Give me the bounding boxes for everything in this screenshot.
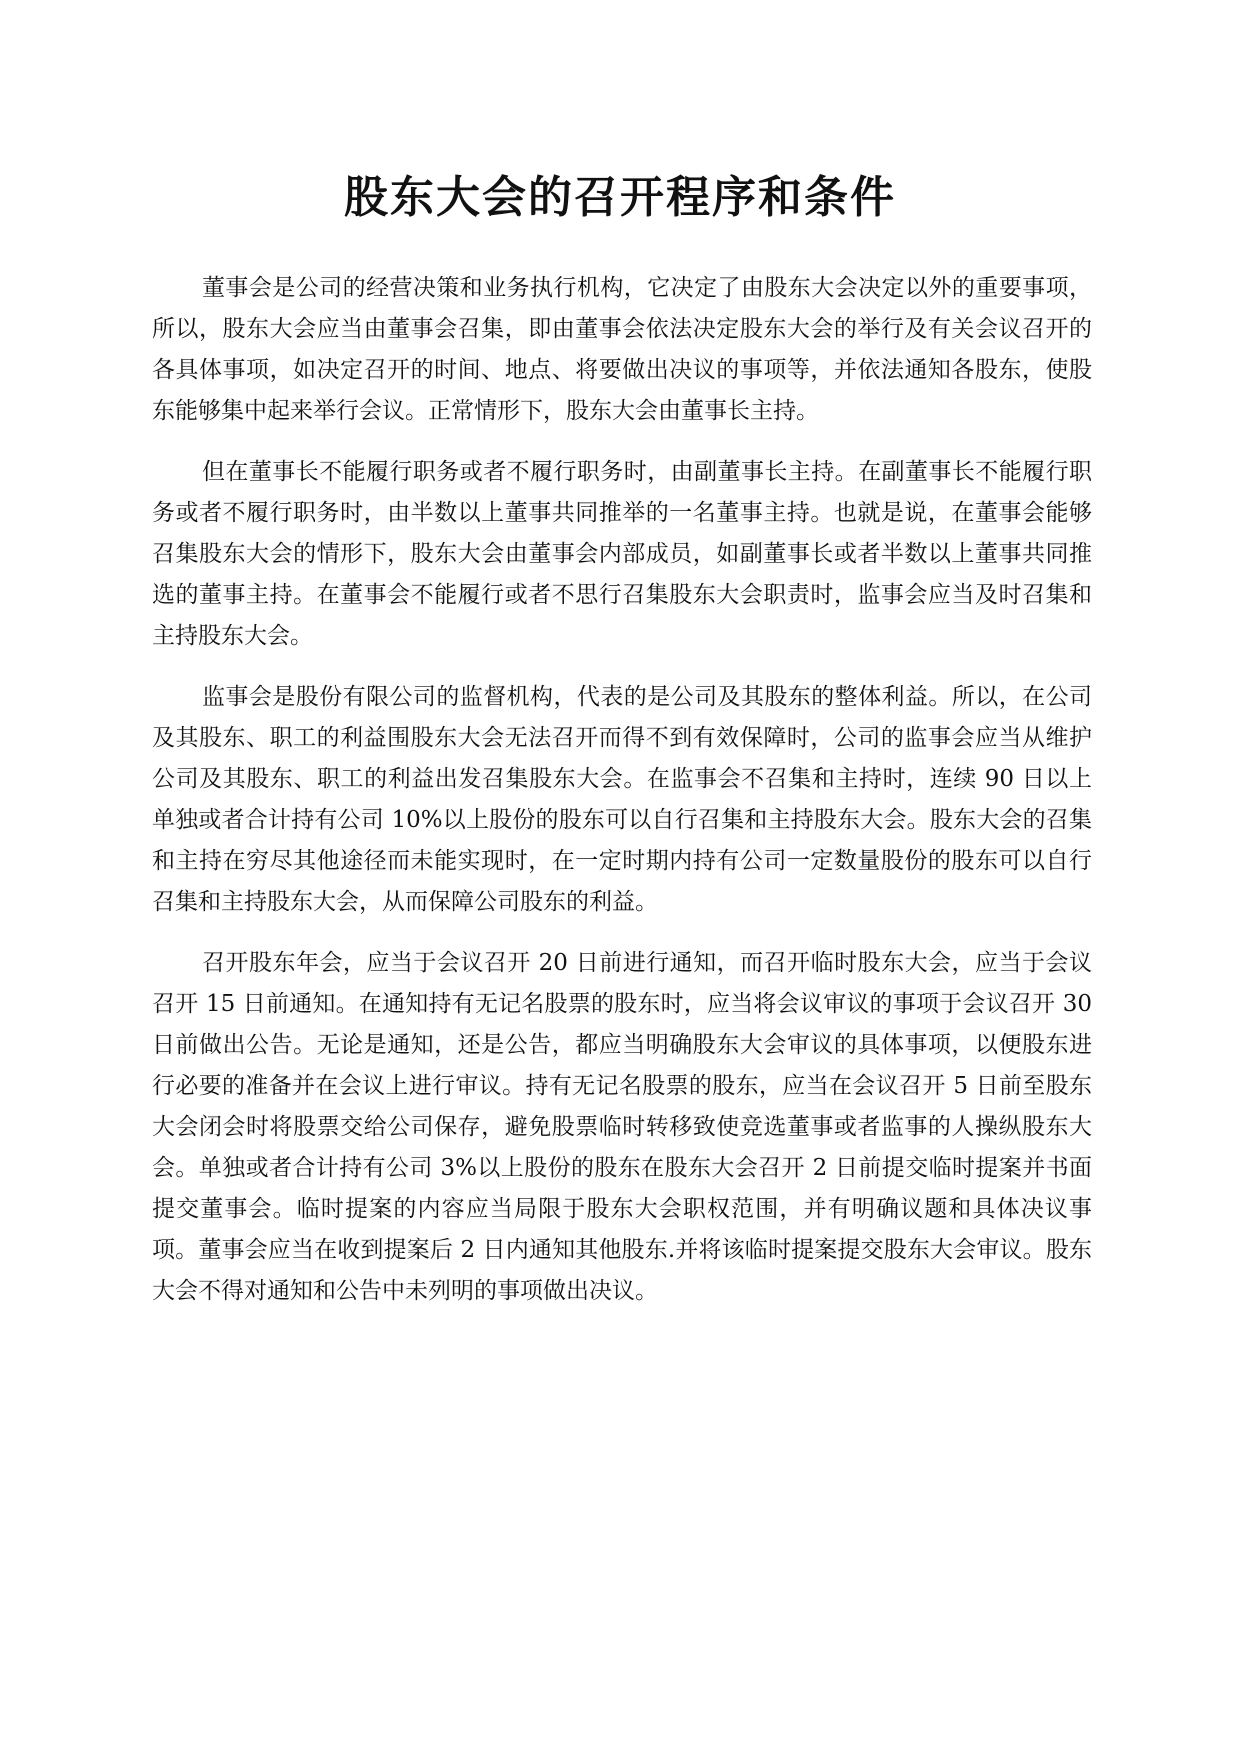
paragraph-3: 监事会是股份有限公司的监督机构，代表的是公司及其股东的整体利益。所以，在公司及其股东、职工的利益围股东大会无法召开而得不到有效保障时，公司的监事会应当从维护公司及其股东、职工的利益出发召集股东大会。在监事会不召集和主持时，连续 90 日以上单独或者合计持有公司 10%以上股份的股东可以自行召集和主持股东大会。股东大会的召集和主持在穷尽其他途径而未能实现时，在一定时期内持有公司一定数量股份的股东可以自行召集和主持股东大会，从而保障公司股东的利益。: [152, 684, 1092, 915]
paragraph-4: 召开股东年会，应当于会议召开 20 日前进行通知，而召开临时股东大会，应当于会议召开 15 日前通知。在通知持有无记名股票的股东时，应当将会议审议的事项于会议召开 30 日前做出公告。无论是通知，还是公告，都应当明确股东大会审议的具体事项，以便股东进行必要的准备并在会议上进行审议。持有无记名股票的股东，应当在会议召开 5 日前至股东大会闭会时将股票交给公司保存，避免股票临时转移致使竞选董事或者监事的人操纵股东大会。单独或者合计持有公司 3%以上股份的股东在股东大会召开 2 日前提交临时提案并书面提交董事会。临时提案的内容应当局限于股东大会职权范围，并有明确议题和具体决议事项。董事会应当在收到提案后 2 日内通知其他股东.并将该临时提案提交股东大会审议。股东大会不得对通知和公告中未列明的事项做出决议。: [152, 950, 1115, 1304]
paragraph-2: 但在董事长不能履行职务或者不履行职务时，由副董事长主持。在副董事长不能履行职务或者不履行职务时，由半数以上董事共同推举的一名董事主持。也就是说，在董事会能够召集股东大会的情形下，股东大会由董事会内部成员，如副董事长或者半数以上董事共同推选的董事主持。在董事会不能履行或者不思行召集股东大会职责时，监事会应当及时召集和主持股东大会。: [152, 459, 1092, 649]
document-title: 股东大会的召开程序和条件: [344, 172, 896, 223]
paragraph-1: 董事会是公司的经营决策和业务执行机构，它决定了由股东大会决定以外的重要事项，所以，股东大会应当由董事会召集，即由董事会依法决定股东大会的举行及有关会议召开的各具体事项，如决定召开的时间、地点、将要做出决议的事项等，并依法通知各股东，使股东能够集中起来举行会议。正常情形下，股东大会由董事长主持。: [152, 275, 1092, 424]
document-body: [152, 268, 1115, 1332]
